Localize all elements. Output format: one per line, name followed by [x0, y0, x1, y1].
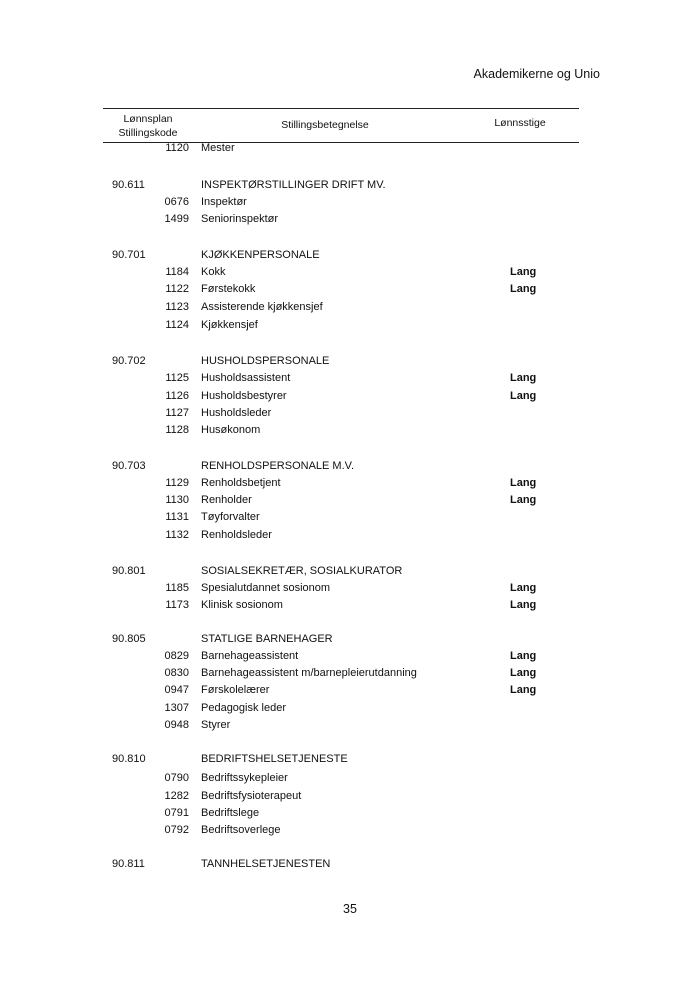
salary-ladder: Lang	[510, 477, 537, 489]
salary-ladder: Lang	[510, 494, 537, 506]
table-group-row	[0, 750, 700, 768]
table-group-row	[0, 352, 700, 370]
position-code: 0790	[164, 772, 189, 784]
position-code: 0791	[164, 807, 189, 819]
group-code: 90.801	[112, 565, 146, 577]
table-row	[0, 316, 700, 334]
position-code: 1184	[165, 266, 189, 278]
position-code: 1125	[165, 372, 189, 384]
table-group-row	[0, 176, 700, 194]
column-header-ladder: Lønnsstige	[494, 117, 546, 129]
table-group-row	[0, 562, 700, 580]
table-row	[0, 664, 700, 682]
position-title: Spesialutdannet sosionom	[201, 582, 331, 594]
salary-ladder: Lang	[510, 283, 537, 295]
position-code: 1129	[165, 477, 189, 489]
table-row	[0, 210, 700, 228]
group-code: 90.810	[112, 753, 146, 765]
position-title: Klinisk sosionom	[201, 599, 283, 611]
position-title: RENHOLDSPERSONALE M.V.	[201, 460, 355, 472]
page-number: 35	[343, 902, 357, 916]
position-title: Seniorinspektør	[201, 213, 279, 225]
position-title: Kokk	[201, 266, 226, 278]
position-title: Barnehageassistent	[201, 650, 299, 662]
position-title: KJØKKENPERSONALE	[201, 249, 320, 261]
table-row	[0, 491, 700, 509]
position-code: 1120	[165, 142, 189, 154]
table-row	[0, 474, 700, 492]
table-row	[0, 404, 700, 422]
position-title: Bedriftslege	[201, 807, 260, 819]
position-title: STATLIGE BARNEHAGER	[201, 633, 333, 645]
column-header-plan-line1: Lønnsplan	[123, 113, 173, 125]
column-header-title: Stillingsbetegnelse	[281, 119, 369, 131]
position-code: 1131	[165, 511, 189, 523]
position-code: 1124	[165, 319, 189, 331]
table-row	[0, 579, 700, 597]
position-title: Husholdsassistent	[201, 372, 291, 384]
salary-ladder: Lang	[510, 667, 537, 679]
table-row	[0, 804, 700, 822]
position-title: BEDRIFTSHELSETJENESTE	[201, 753, 348, 765]
position-code: 1126	[165, 390, 189, 402]
table-row	[0, 387, 700, 405]
table-row	[0, 699, 700, 717]
table-row	[0, 369, 700, 387]
position-title: Bedriftssykepleier	[201, 772, 288, 784]
table-row	[0, 280, 700, 298]
position-title: Husholdsbestyrer	[201, 390, 287, 402]
position-code: 1128	[165, 424, 189, 436]
table-row	[0, 263, 700, 281]
position-title: Pedagogisk leder	[201, 702, 287, 714]
position-title: Barnehageassistent m/barnepleierutdanning	[201, 667, 417, 679]
position-code: 1123	[165, 301, 189, 313]
table-row	[0, 139, 700, 157]
table-row	[0, 526, 700, 544]
column-header-plan-line2: Stillingskode	[118, 127, 178, 139]
position-code: 1130	[165, 494, 189, 506]
position-title: Renholder	[201, 494, 252, 506]
position-title: Husøkonom	[201, 424, 261, 436]
salary-ladder: Lang	[510, 650, 537, 662]
position-code: 1282	[164, 790, 189, 802]
table-row	[0, 787, 700, 805]
salary-ladder: Lang	[510, 390, 537, 402]
salary-ladder: Lang	[510, 266, 537, 278]
table-group-row	[0, 855, 700, 873]
position-code: 1499	[164, 213, 189, 225]
position-title: Inspektør	[201, 196, 247, 208]
position-title: Styrer	[201, 719, 231, 731]
table-row	[0, 421, 700, 439]
position-code: 0676	[164, 196, 189, 208]
position-code: 0829	[164, 650, 189, 662]
position-code: 1122	[165, 283, 189, 295]
table-row	[0, 508, 700, 526]
position-title: SOSIALSEKRETÆR, SOSIALKURATOR	[201, 565, 403, 577]
table-row	[0, 769, 700, 787]
position-title: Bedriftsoverlege	[201, 824, 281, 836]
position-code: 1132	[165, 529, 189, 541]
position-title: Renholdsleder	[201, 529, 272, 541]
table-group-row	[0, 630, 700, 648]
table-row	[0, 193, 700, 211]
group-code: 90.805	[112, 633, 146, 645]
group-code: 90.811	[112, 858, 145, 870]
table-group-row	[0, 246, 700, 264]
position-code: 1173	[165, 599, 189, 611]
group-code: 90.702	[112, 355, 146, 367]
position-code: 1185	[165, 582, 189, 594]
position-title: Tøyforvalter	[201, 511, 260, 523]
position-code: 1307	[164, 702, 189, 714]
position-code: 0947	[164, 684, 189, 696]
salary-ladder: Lang	[510, 582, 537, 594]
table-row	[0, 821, 700, 839]
position-code: 0792	[164, 824, 189, 836]
salary-ladder: Lang	[510, 684, 537, 696]
table-row	[0, 716, 700, 734]
table-row	[0, 647, 700, 665]
table-row	[0, 596, 700, 614]
position-title: Assisterende kjøkkensjef	[201, 301, 323, 313]
group-code: 90.611	[112, 179, 145, 191]
position-title: TANNHELSETJENESTEN	[201, 858, 331, 870]
position-title: Husholdsleder	[201, 407, 272, 419]
table-top-rule	[103, 108, 579, 109]
position-title: HUSHOLDSPERSONALE	[201, 355, 330, 367]
position-title: Renholdsbetjent	[201, 477, 281, 489]
position-code: 0830	[164, 667, 189, 679]
group-code: 90.701	[112, 249, 146, 261]
position-title: Bedriftsfysioterapeut	[201, 790, 302, 802]
position-title: Førskolelærer	[201, 684, 270, 696]
position-title: INSPEKTØRSTILLINGER DRIFT MV.	[201, 179, 386, 191]
position-code: 1127	[165, 407, 189, 419]
position-title: Mester	[201, 142, 235, 154]
position-title: Kjøkkensjef	[201, 319, 258, 331]
table-group-row	[0, 457, 700, 475]
header-org: Akademikerne og Unio	[473, 67, 600, 81]
position-code: 0948	[164, 719, 189, 731]
column-header-plan	[108, 112, 188, 140]
group-code: 90.703	[112, 460, 146, 472]
salary-ladder: Lang	[510, 599, 537, 611]
salary-ladder: Lang	[510, 372, 537, 384]
table-row	[0, 298, 700, 316]
position-title: Førstekokk	[201, 283, 256, 295]
table-row	[0, 681, 700, 699]
